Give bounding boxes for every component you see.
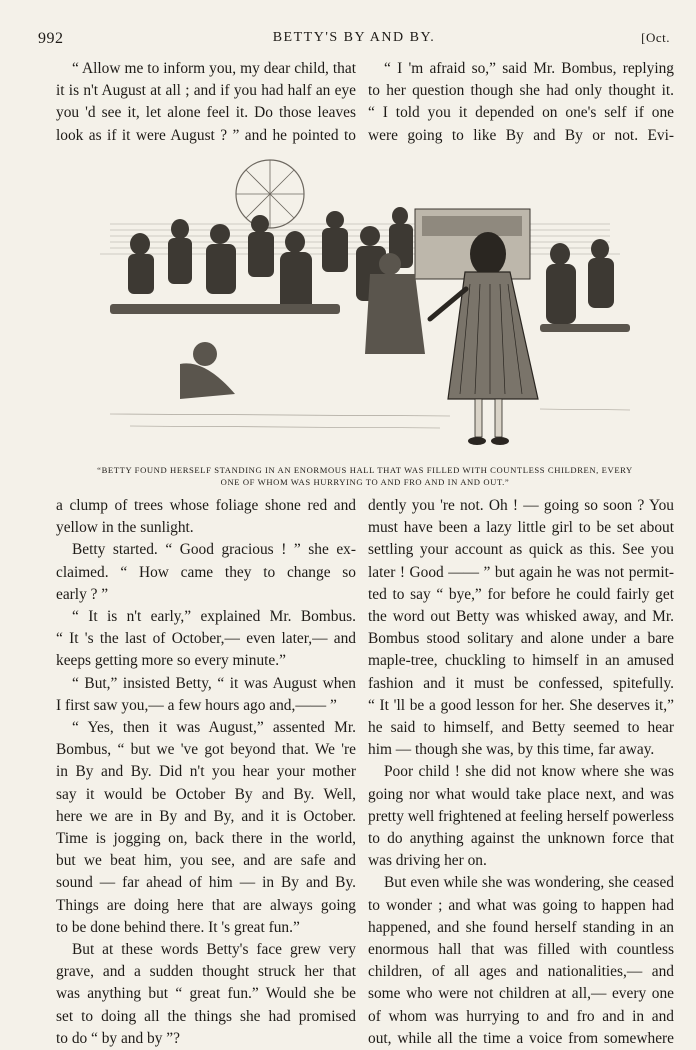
text-line: ted to say “ bye,” for before he could fairly get: [368, 585, 674, 603]
text-line: was anything but “ great fun.” Would she be: [56, 985, 356, 1003]
text-line: But at these words Betty's face grew very: [72, 941, 356, 959]
running-title: BETTY'S BY AND BY.: [272, 30, 436, 45]
illustration-caption: [60, 464, 670, 488]
text-line: but we beat him, you see, and are safe and: [56, 852, 356, 870]
text-line: out, while all the time a voice from somewhere: [368, 1029, 674, 1047]
text-line: “ I 'm afraid so,” said Mr. Bombus, replying: [384, 60, 674, 77]
text-line: to be done behind there. It 's great fun.”: [56, 918, 300, 936]
text-line: maple-tree, chuckling to himself in an amused: [368, 652, 674, 670]
text-line: a clump of trees whose foliage shone red and: [56, 497, 356, 514]
running-head: [38, 30, 670, 50]
text-line: fashion and it must be confessed, spitefully.: [368, 674, 674, 692]
text-line: the word out Betty was whisked away, and Mr.: [368, 608, 674, 626]
text-line: sound — far ahead of him — in By and By.: [56, 874, 356, 892]
text-line: dently you 're not. Oh ! — going so soon ? You: [368, 497, 674, 514]
text-line: him — though she was, by this time, far away.: [368, 741, 655, 759]
text-line: going nor what would take place next, and was: [368, 785, 674, 803]
text-line: here we are in By and By, and it is October.: [56, 807, 356, 825]
text-line: set to doing all the things she had promised: [56, 1007, 356, 1025]
text-line: children, of all ages and nationalities,— and: [368, 963, 674, 981]
text-line: early ? ”: [56, 585, 109, 603]
page-number: 992: [38, 30, 64, 47]
text-line: “ It 's the last of October,— even later,— and: [56, 630, 356, 648]
text-line: “ I told you it depended on one's self if one: [368, 104, 674, 122]
text-line: to do “ by and by ”?: [56, 1029, 180, 1047]
text-line: in By and By. Did n't you hear your mother: [56, 763, 356, 781]
text-line: Bombus stood solitary and alone under a bare: [368, 630, 674, 648]
top-right-column: [368, 58, 674, 147]
text-line: Bombus, “ but we 've got beyond that. We 're: [56, 741, 356, 759]
text-line: happened, and she found herself standing in an: [368, 918, 674, 936]
text-line: was driving her on.: [368, 852, 487, 870]
text-line: I first saw you,— a few hours ago and,—— ”: [56, 696, 337, 714]
text-line: “ Yes, then it was August,” assented Mr.: [72, 719, 356, 737]
text-line: But even while she was wondering, she ceased: [384, 874, 674, 892]
running-month: [Oct.: [641, 30, 670, 45]
text-line: Things are doing here that are always going: [56, 896, 356, 914]
caption-line-2: ONE OF WHOM WAS HURRYING TO AND FRO AND IN AND OUT.”: [220, 477, 510, 487]
text-line: it is n't August at all ; and if you had half an eye: [56, 82, 356, 100]
text-line: to wonder ; and what was going to happen had: [368, 896, 674, 914]
top-left-column: [56, 58, 356, 147]
text-line: must have been a lazy little girl to be set about: [368, 519, 674, 537]
text-line: you 'd see it, let alone feel it. Do those leaves: [56, 104, 356, 122]
text-line: “ Allow me to inform you, my dear child, that: [72, 60, 356, 77]
engraving-illustration: [70, 154, 655, 458]
text-line: some who were not children at all,— every one: [368, 985, 674, 1003]
text-line: yellow in the sunlight.: [56, 519, 194, 537]
text-line: look as if it were August ? ” and he pointed to: [56, 126, 356, 144]
text-line: keeps getting more so every minute.”: [56, 652, 286, 670]
text-line: of whom was hurrying to and fro and in and: [368, 1007, 674, 1025]
text-line: “ But,” insisted Betty, “ it was August when: [72, 674, 356, 692]
text-line: he said to himself, and Betty seemed to hear: [368, 719, 674, 737]
text-line: “ It 'll be a good lesson for her. She deserves it,”: [368, 696, 674, 714]
text-line: were going to like By and By or not. Evi-: [368, 126, 674, 144]
caption-line-1: “BETTY FOUND HERSELF STANDING IN AN ENORMOUS HALL THAT WAS FILLED WITH COUNTLESS CHILDREN, EVERY: [97, 465, 633, 475]
text-line: to her question though she had only thought it.: [368, 82, 674, 100]
text-line: say it would be October By and By. Well,: [56, 785, 356, 803]
text-line: claimed. “ How came they to change so: [56, 563, 356, 581]
bottom-left-column: [56, 495, 356, 1050]
text-line: later ! Good —— ” but again he was not permit-: [368, 563, 674, 581]
bottom-right-column: [368, 495, 674, 1050]
text-line: Time is jogging on, back there in the world,: [56, 830, 356, 848]
text-line: pretty well frightened at feeling herself powerless: [368, 807, 674, 825]
text-line: to do anything against the unknown force that: [368, 830, 674, 848]
text-line: “ It is n't early,” explained Mr. Bombus.: [72, 608, 356, 626]
text-line: settling your account as quick as this. See you: [368, 541, 674, 559]
text-line: Poor child ! she did not know where she was: [384, 763, 674, 781]
text-line: enormous hall that was filled with countless: [368, 941, 674, 959]
text-line: grave, and a sudden thought struck her that: [56, 963, 356, 981]
text-line: Betty started. “ Good gracious ! ” she ex-: [72, 541, 356, 559]
